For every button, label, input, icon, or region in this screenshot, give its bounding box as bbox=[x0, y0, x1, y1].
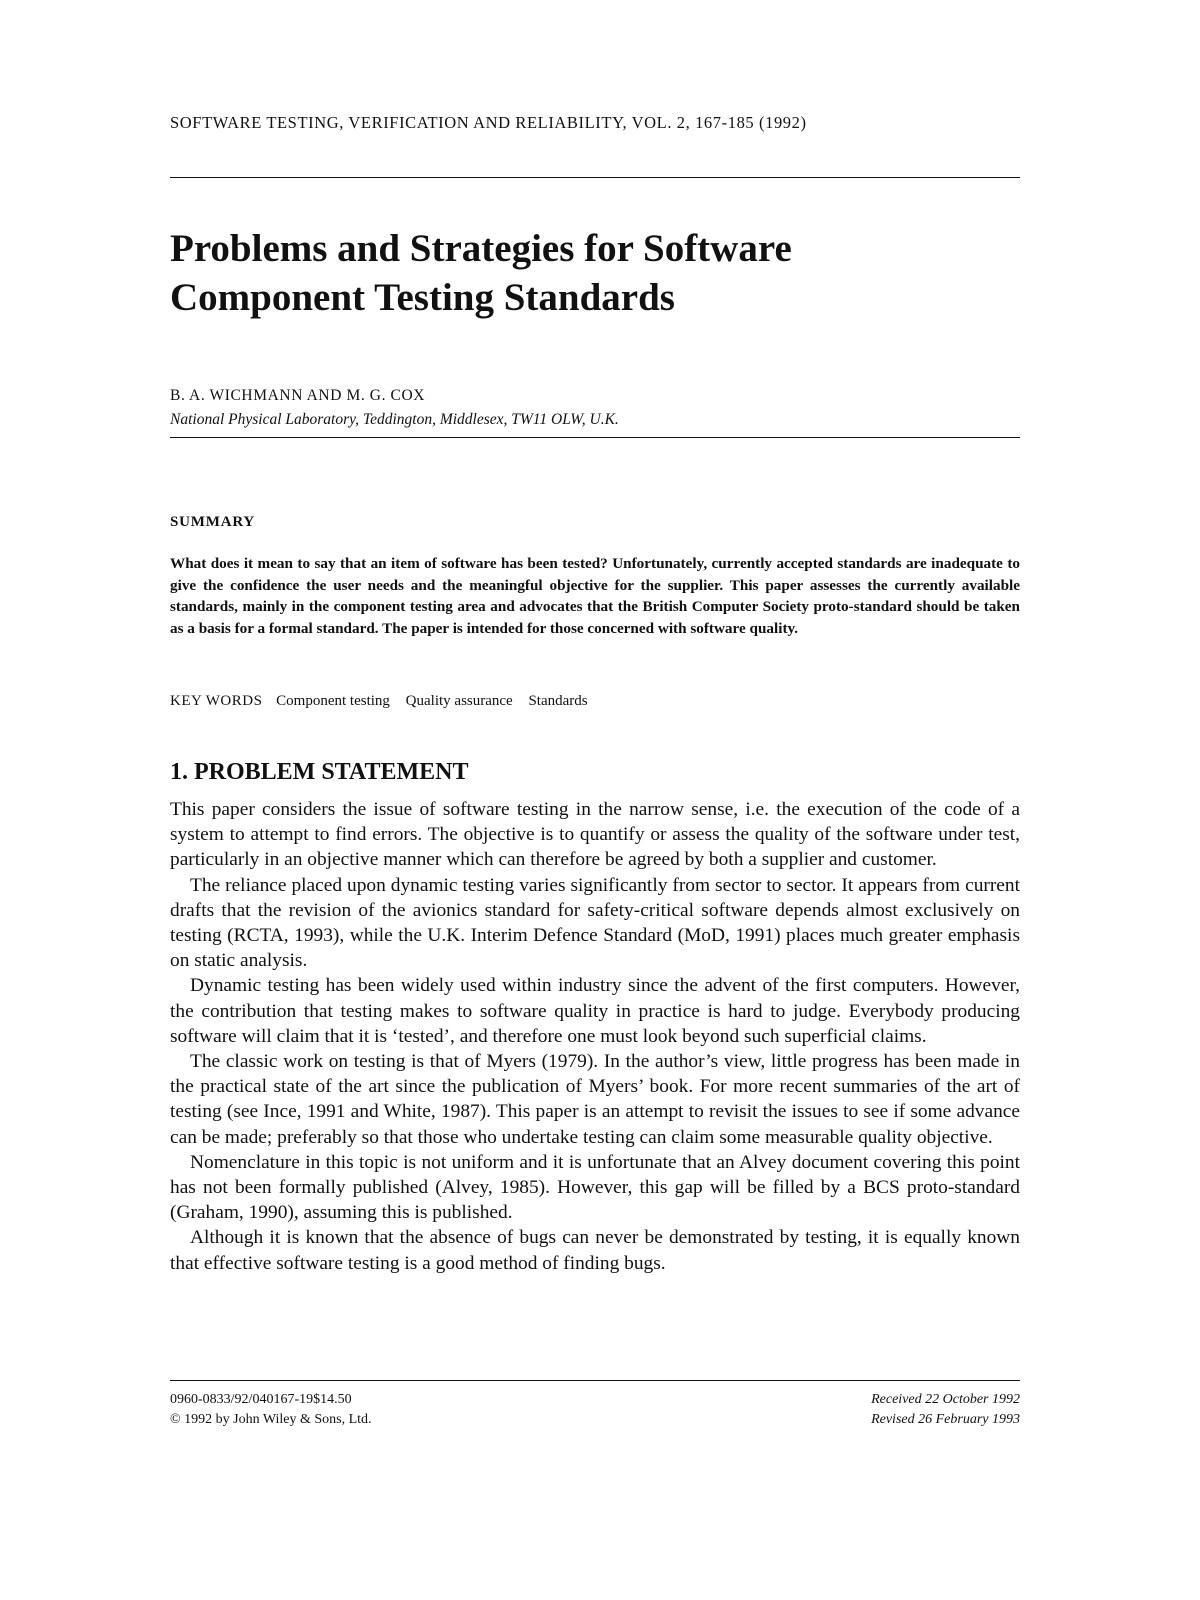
keyword: Component testing bbox=[276, 693, 390, 709]
body-paragraph: Dynamic testing has been widely used within industry since the advent of the first computers. However, the contribution that testing makes to software quality in practice is hard to judge. Everybody producing software will claim that it is ‘tested’, and therefore one must look beyond such superficial claims. bbox=[170, 975, 1020, 1047]
footer-right bbox=[871, 1390, 1020, 1430]
body-paragraph: Although it is known that the absence of bugs can never be demonstrated by testing, it is equally known that effective software testing is a good method of finding bugs. bbox=[170, 1227, 1020, 1274]
header-rule bbox=[170, 177, 1020, 178]
section-body bbox=[170, 797, 1020, 1276]
footer-left bbox=[170, 1390, 372, 1430]
copyright-notice: © 1992 by John Wiley & Sons, Ltd. bbox=[170, 1412, 372, 1427]
paper-page bbox=[170, 0, 1020, 1600]
keywords-label: KEY WORDS bbox=[170, 693, 263, 709]
summary-heading: SUMMARY bbox=[170, 514, 256, 530]
body-paragraph: The classic work on testing is that of Myers (1979). In the author’s view, little progress has been made in the practical state of the art since the publication of Myers’ book. For more recent summaries of the art of testing (see Ince, 1991 and White, 1987). This paper is an attempt to revisit the issues to see if some advance can be made; preferably so that those who undertake testing can claim some measurable quality objective. bbox=[170, 1051, 1020, 1148]
body-paragraph: Nomenclature in this topic is not uniform and it is unfortunate that an Alvey document covering this point has not been formally published (Alvey, 1985). However, this gap will be filled by a BCS proto-standard (Graham, 1990), assuming this is published. bbox=[170, 1151, 1020, 1224]
received-date: Received 22 October 1992 bbox=[871, 1392, 1020, 1407]
revised-date: Revised 26 February 1993 bbox=[871, 1412, 1020, 1427]
affiliation-rule bbox=[170, 437, 1020, 438]
footer-rule bbox=[170, 1380, 1020, 1381]
affiliation: National Physical Laboratory, Teddington, Middlesex, TW11 OLW, U.K. bbox=[170, 411, 619, 428]
authors: B. A. WICHMANN AND M. G. COX bbox=[170, 387, 426, 404]
keyword: Quality assurance bbox=[405, 693, 513, 709]
body-paragraph: This paper considers the issue of software testing in the narrow sense, i.e. the execution of the code of a system to attempt to find errors. The objective is to quantify or assess the quality of the software under test, particularly in an objective manner which can therefore be agreed by both a supplier and customer. bbox=[170, 799, 1020, 871]
paper-title bbox=[170, 224, 1020, 322]
title-line-1: Problems and Strategies for Software bbox=[170, 227, 792, 270]
section-heading: 1. PROBLEM STATEMENT bbox=[170, 759, 469, 785]
journal-header: SOFTWARE TESTING, VERIFICATION AND RELIABILITY, VOL. 2, 167-185 (1992) bbox=[170, 113, 807, 132]
body-paragraph: The reliance placed upon dynamic testing varies significantly from sector to sector. It appears from current drafts that the revision of the avionics standard for safety-critical software depends almost exclusively on testing (RCTA, 1993), while the U.K. Interim Defence Standard (MoD, 1991) places much greater emphasis on static analysis. bbox=[170, 874, 1020, 972]
title-line-2: Component Testing Standards bbox=[170, 276, 675, 319]
keyword: Standards bbox=[528, 693, 588, 709]
keywords bbox=[170, 693, 600, 710]
article-code: 0960-0833/92/040167-19$14.50 bbox=[170, 1392, 352, 1407]
summary-text: What does it mean to say that an item of software has been tested? Unfortunately, currently accepted standards are inadequate to give the confidence the user needs and the meaningful objective for the supplier. This paper assesses the currently available standards, mainly in the component testing area and advocates that the British Computer Society proto-standard should be taken as a basis for a formal standard. The paper is intended for those concerned with software quality. bbox=[170, 555, 1020, 638]
